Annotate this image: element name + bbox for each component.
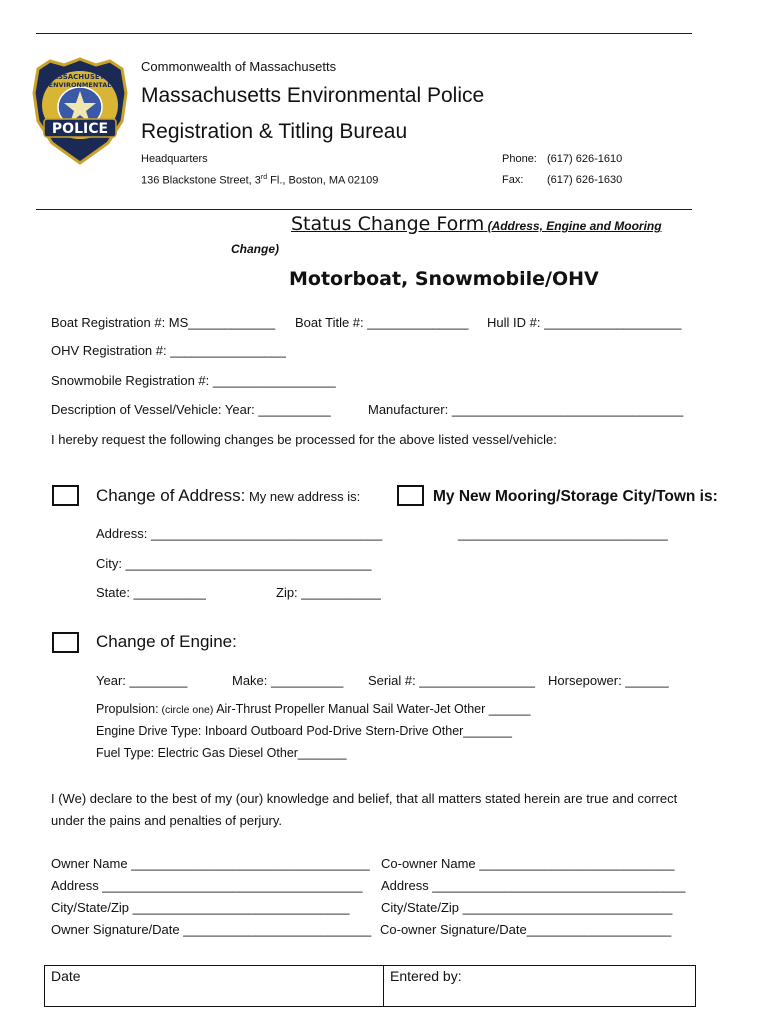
engine-year-field[interactable]: Year: ________ (96, 673, 188, 688)
form-title-line (291, 213, 662, 235)
fax-label: Fax: (502, 174, 524, 186)
change-of-address-heading (96, 486, 360, 506)
boat-title-field[interactable]: Boat Title #: ______________ (295, 315, 469, 330)
owner-address-field[interactable]: Address ____________________________________ (51, 878, 363, 893)
header-bureau: Registration & Titling Bureau (141, 120, 408, 143)
snowmobile-registration-field[interactable]: Snowmobile Registration #: _________________ (51, 373, 336, 388)
circle-one-note: (circle one) (158, 704, 214, 716)
boat-registration-field[interactable]: Boat Registration #: MS____________ (51, 315, 276, 330)
owner-signature-field[interactable]: Owner Signature/Date __________________________ (51, 922, 372, 937)
date-cell[interactable] (45, 966, 384, 1007)
engine-make-field[interactable]: Make: __________ (232, 673, 344, 688)
change-of-address-title: Change of Address: (96, 486, 246, 505)
request-statement: I hereby request the following changes be processed for the above listed vessel/vehicle: (51, 432, 557, 447)
form-title: Status Change Form (291, 213, 485, 235)
seal-text-top: MASSACHUSETTS (45, 73, 115, 81)
entered-by-cell[interactable] (384, 966, 696, 1007)
ohv-registration-field[interactable]: OHV Registration #: ________________ (51, 343, 286, 358)
header-agency: Massachusetts Environmental Police (141, 84, 485, 107)
vessel-year-field[interactable]: Description of Vessel/Vehicle: Year: __________ (51, 402, 331, 417)
engine-serial-field[interactable]: Serial #: ________________ (368, 673, 535, 688)
date-label: Date (51, 968, 81, 984)
header-address (141, 174, 378, 187)
phone-number: (617) 626-1610 (547, 153, 623, 165)
coowner-city-state-zip-field[interactable]: City/State/Zip _____________________________ (381, 900, 673, 915)
engine-drive-type-row[interactable]: Engine Drive Type: Inboard Outboard Pod-Drive Stern-Drive Other_______ (96, 724, 512, 738)
mooring-city-field[interactable]: _____________________________ (458, 526, 668, 541)
mooring-title: My New Mooring/Storage City/Town is: (433, 488, 718, 505)
mooring-checkbox[interactable] (397, 485, 424, 506)
engine-horsepower-field[interactable]: Horsepower: ______ (548, 673, 669, 688)
change-of-engine-colon: : (232, 632, 237, 651)
manufacturer-field[interactable]: Manufacturer: ________________________________ (368, 402, 684, 417)
propulsion-label: Propulsion: (96, 702, 159, 716)
top-rule (36, 33, 692, 34)
owner-city-state-zip-field[interactable]: City/State/Zip ______________________________ (51, 900, 350, 915)
form-title-note: (Address, Engine and Mooring (484, 219, 662, 233)
header-org: Commonwealth of Massachusetts (141, 59, 337, 74)
city-field[interactable]: City: __________________________________ (96, 556, 372, 571)
seal-text-bottom: POLICE (51, 121, 109, 137)
change-of-engine-title: Change of Engine (96, 632, 233, 651)
form-title-note-2: Change) (231, 242, 279, 256)
header-rule (36, 209, 692, 210)
form-subtitle: Motorboat, Snowmobile/OHV (289, 268, 599, 290)
owner-name-field[interactable]: Owner Name _________________________________ (51, 856, 370, 871)
phone-label: Phone: (502, 153, 537, 165)
change-of-address-checkbox[interactable] (52, 485, 79, 506)
address-main: 136 Blackstone Street, 3 (141, 174, 261, 187)
change-of-engine-checkbox[interactable] (52, 632, 79, 653)
state-field[interactable]: State: __________ (96, 585, 206, 600)
coowner-address-field[interactable]: Address ___________________________________ (381, 878, 686, 893)
zip-field[interactable]: Zip: ___________ (276, 585, 381, 600)
fax-number: (617) 626-1630 (547, 174, 623, 186)
change-of-engine-heading (96, 632, 237, 652)
police-badge-icon (30, 55, 130, 167)
office-use-table (44, 965, 696, 1007)
new-address-field[interactable]: Address: ________________________________ (96, 526, 383, 541)
propulsion-row[interactable] (96, 702, 530, 716)
propulsion-options[interactable]: Air-Thrust Propeller Manual Sail Water-Jet Other ______ (213, 702, 531, 716)
change-of-address-note: My new address is: (245, 489, 361, 504)
fuel-type-row[interactable]: Fuel Type: Electric Gas Diesel Other_______ (96, 746, 347, 760)
header-hq: Headquarters (141, 153, 208, 165)
declaration-line-2: under the pains and penalties of perjury. (51, 813, 283, 828)
seal-text-mid: ENVIRONMENTAL (48, 81, 112, 89)
declaration-line-1: I (We) declare to the best of my (our) knowledge and belief, that all matters stated herein are true and correct (51, 791, 678, 806)
entered-by-label: Entered by: (390, 968, 462, 984)
hull-id-field[interactable]: Hull ID #: ___________________ (487, 315, 682, 330)
address-rest: Fl., Boston, MA 02109 (267, 174, 379, 187)
coowner-signature-field[interactable]: Co-owner Signature/Date____________________ (380, 922, 672, 937)
address-sup: rd (260, 174, 268, 181)
coowner-name-field[interactable]: Co-owner Name ___________________________ (381, 856, 675, 871)
